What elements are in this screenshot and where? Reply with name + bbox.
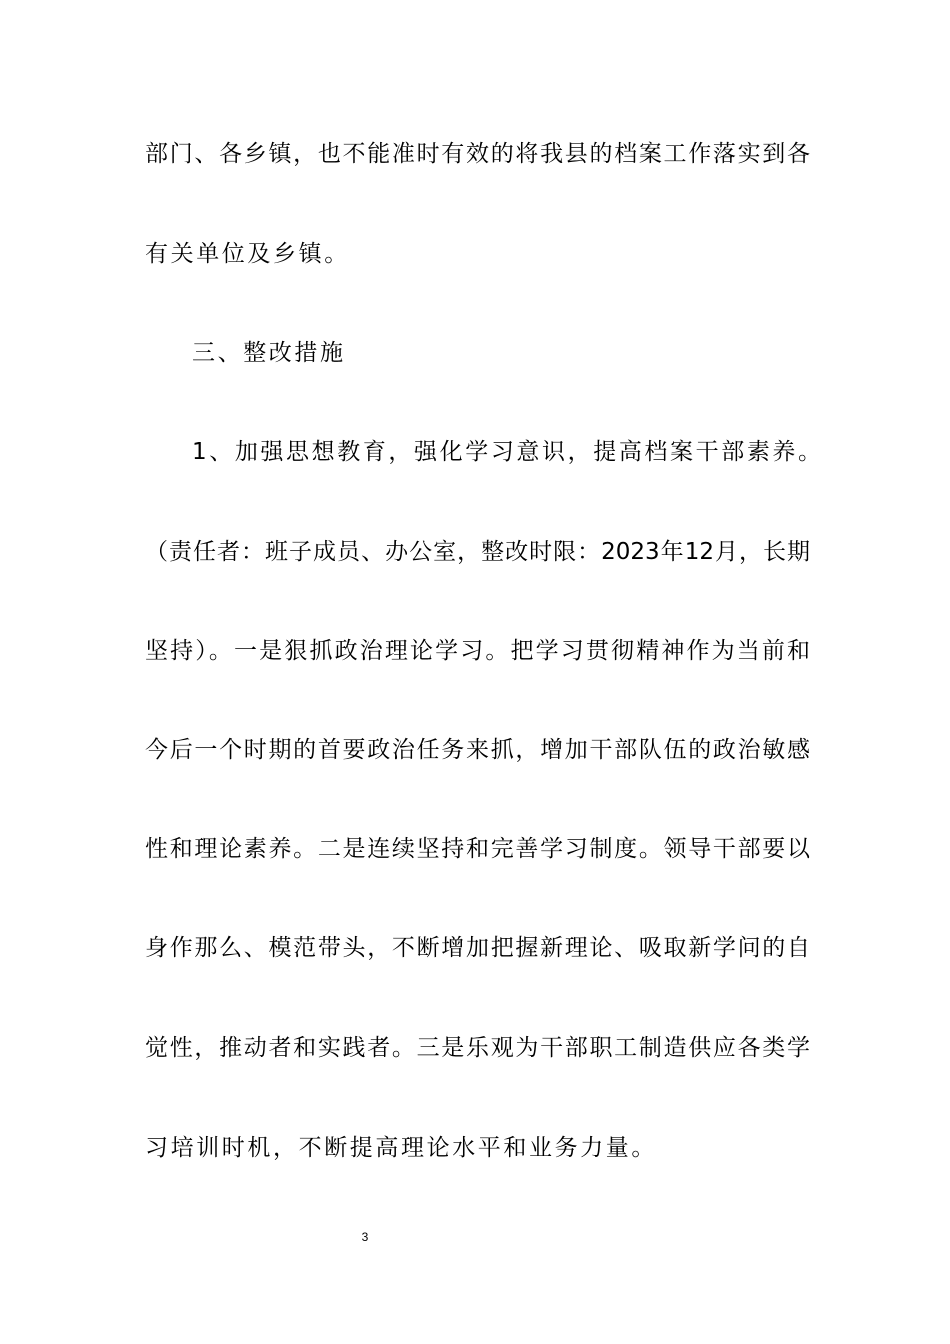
page-number: 3 [361,1230,369,1244]
body-line-2: 有关单位及乡镇。 [145,241,350,267]
body-line-1: 部门、各乡镇，也不能准时有效的将我县的档案工作落实到各 [145,141,810,167]
body-line-5: （责任者：班子成员、办公室，整改时限：2023年12月，长期 [145,539,810,565]
body-line-11: 习培训时机，不断提高理论水平和业务力量。 [145,1135,657,1161]
body-line-8: 性和理论素养。二是连续坚持和完善学习制度。领导干部要以 [145,836,810,862]
section-heading: 三、整改措施 [192,340,346,366]
item-heading: 1、加强思想教育，强化学习意识，提高档案干部素养。 [192,439,824,465]
body-line-7: 今后一个时期的首要政治任务来抓，增加干部队伍的政治敏感 [145,737,810,763]
body-line-9: 身作那么、模范带头，不断增加把握新理论、吸取新学问的自 [145,935,810,961]
body-line-6: 坚持）。一是狠抓政治理论学习。把学习贯彻精神作为当前和 [145,638,810,664]
body-line-10: 觉性，推动者和实践者。三是乐观为干部职工制造供应各类学 [145,1035,810,1061]
